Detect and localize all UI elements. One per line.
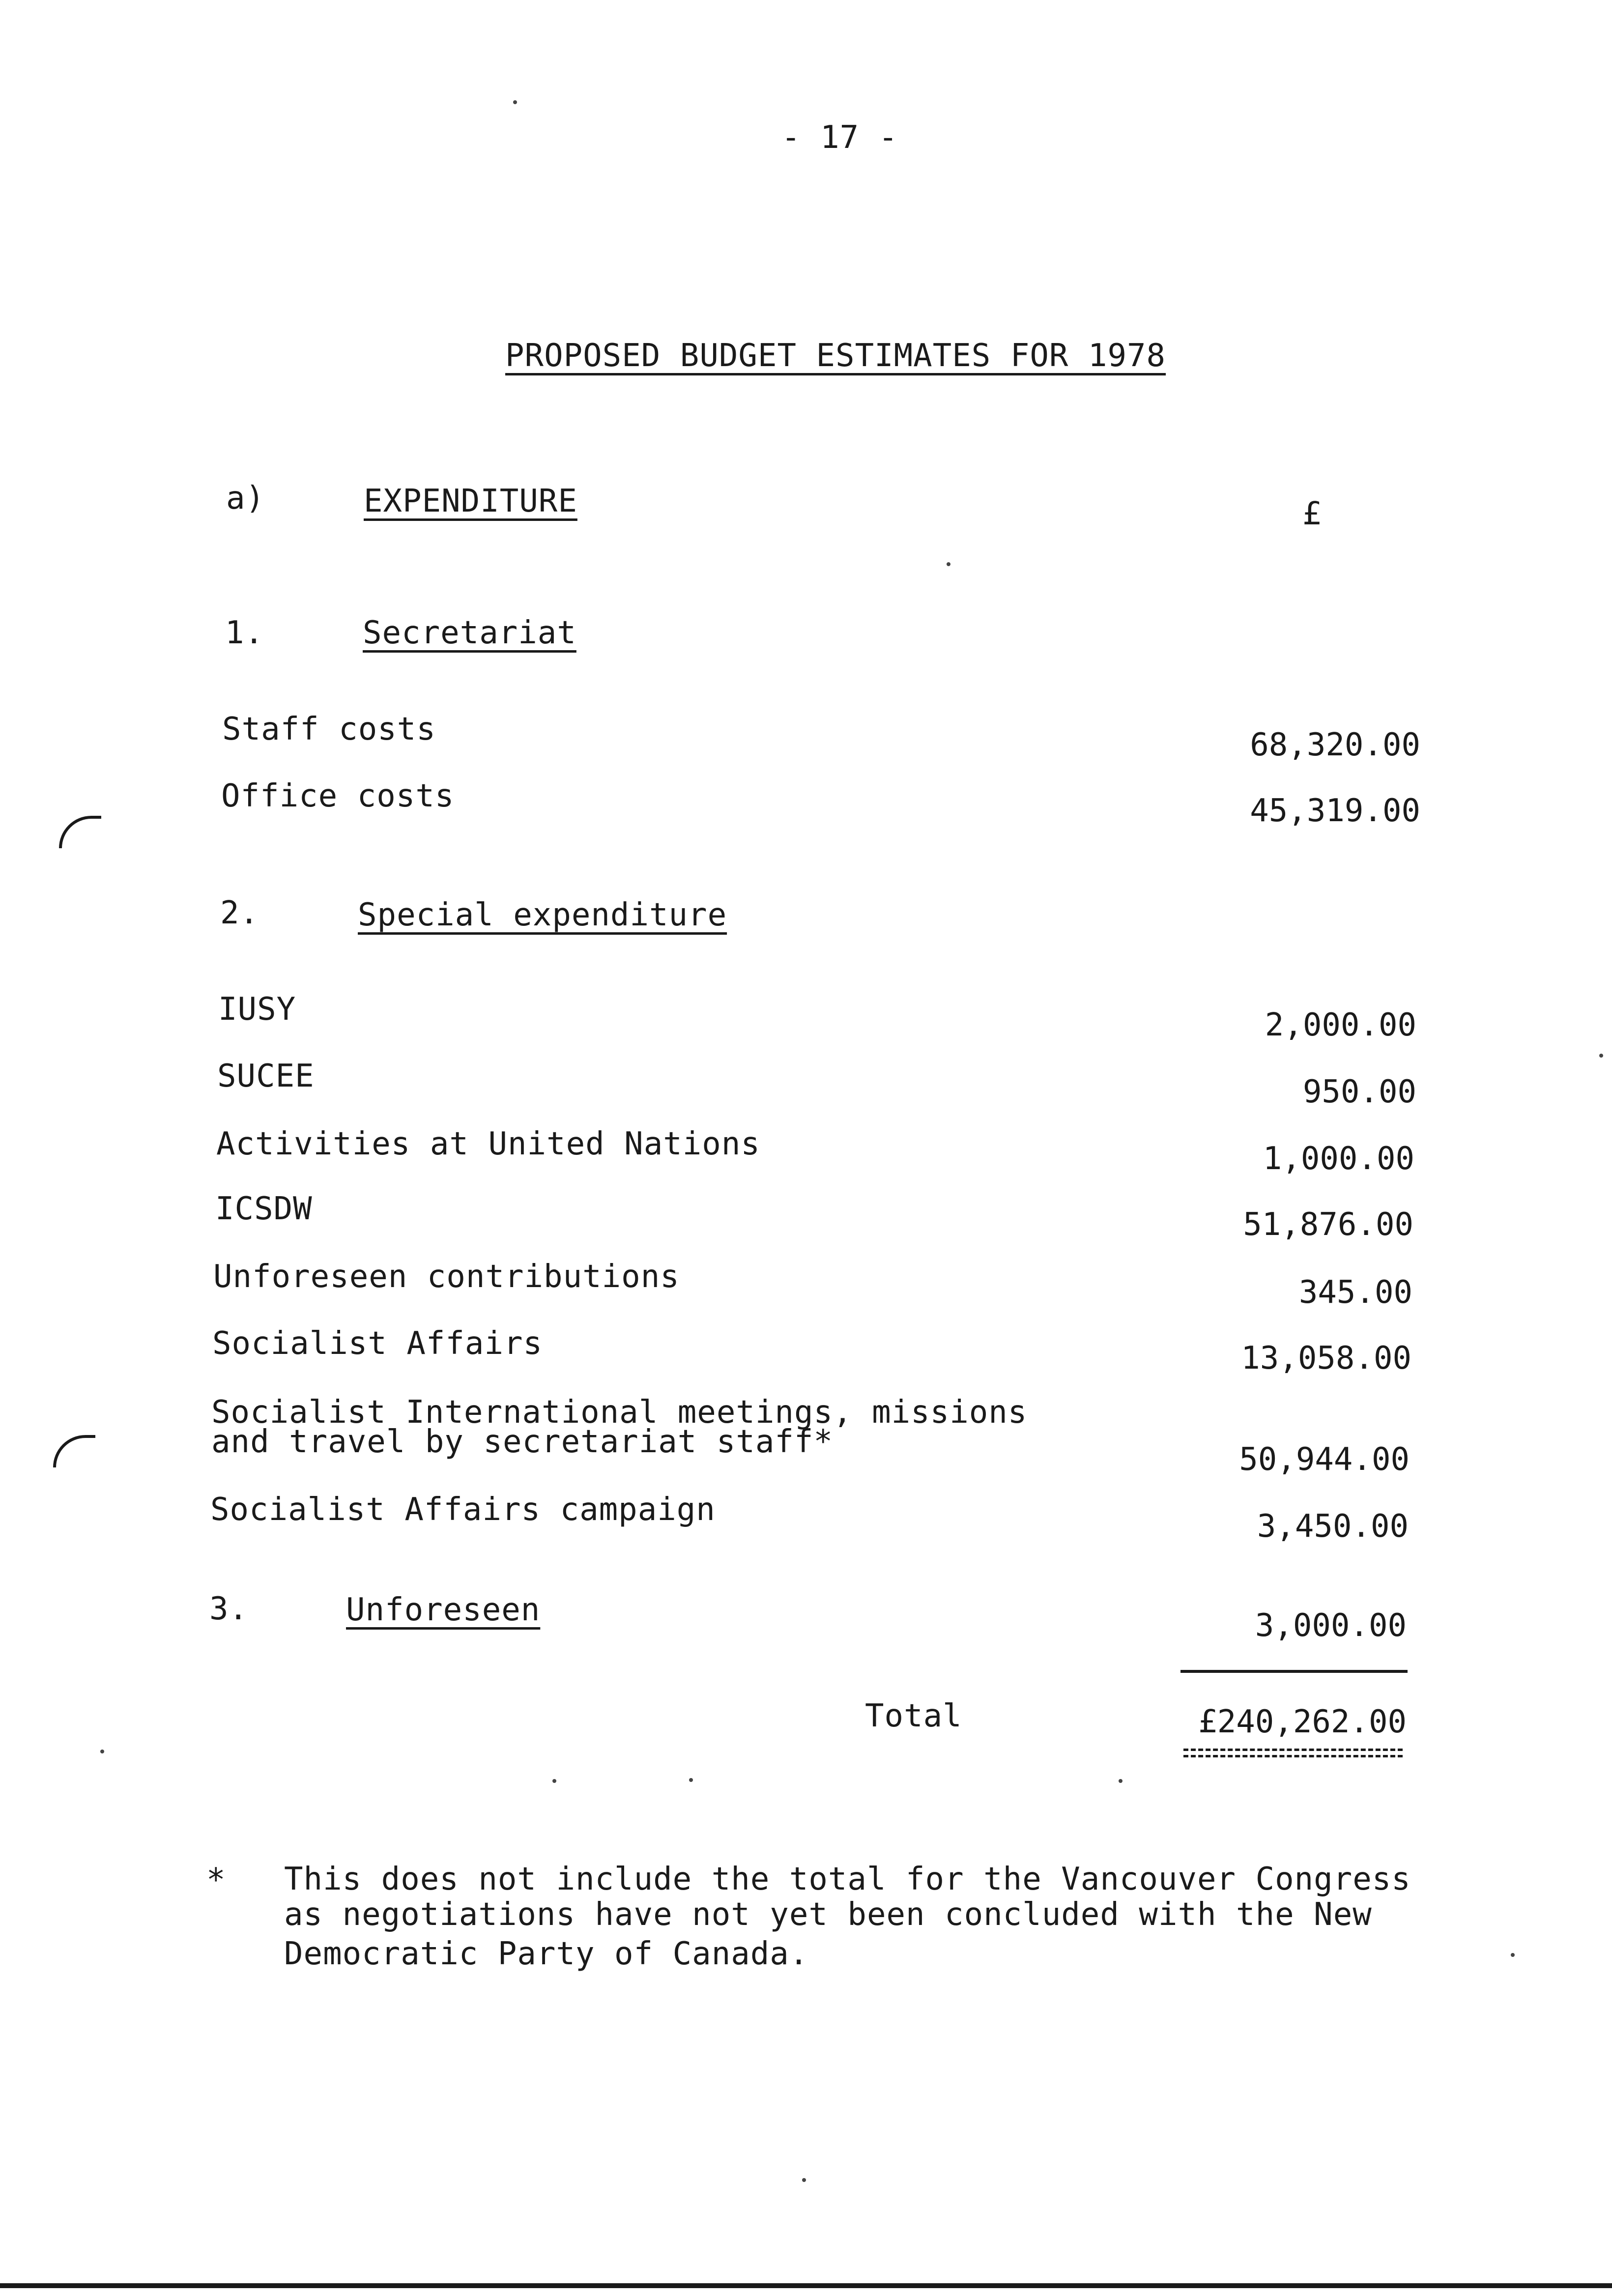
scan-speck (513, 100, 517, 104)
subtotal-rule (1180, 1670, 1408, 1673)
line-item-amount: 68,320.00 (1250, 727, 1420, 763)
scan-speck (1119, 1779, 1123, 1783)
line-item-label: ICSDW (215, 1191, 313, 1227)
scan-speck (947, 562, 950, 566)
scan-speck (802, 2178, 806, 2182)
line-item-amount: 3,450.00 (1257, 1508, 1409, 1545)
line-item-amount: 13,058.00 (1241, 1340, 1411, 1377)
scan-speck (100, 1750, 104, 1753)
line-item-label: Socialist Affairs campaign (210, 1492, 716, 1528)
total-label: Total (865, 1698, 962, 1734)
line-item-amount: 51,876.00 (1243, 1206, 1413, 1243)
line-item-amount: 45,319.00 (1250, 793, 1420, 829)
line-item-label: Socialist International meetings, missions (211, 1394, 1028, 1431)
line-item-label: Staff costs (222, 711, 436, 747)
currency-symbol: £ (1302, 496, 1322, 532)
page-number: - 17 - (781, 119, 898, 156)
group-heading: Unforeseen (346, 1592, 541, 1628)
line-item-amount: 2,000.00 (1265, 1007, 1416, 1043)
line-item-label: IUSY (218, 991, 296, 1028)
footnote-line: as negotiations have not yet been concluded with the New (284, 1896, 1372, 1933)
line-item-amount: 950.00 (1302, 1074, 1416, 1110)
footnote-line: This does not include the total for the Vancouver Congress (284, 1861, 1411, 1897)
total-amount: £240,262.00 (1198, 1704, 1407, 1740)
group-number: 2. (220, 895, 259, 931)
footnote-marker: * (206, 1862, 226, 1898)
line-item-amount: 345.00 (1298, 1274, 1412, 1311)
line-item-label: Unforeseen contributions (213, 1259, 680, 1295)
binding-hole-mark (59, 816, 101, 848)
scan-speck (1511, 1953, 1515, 1957)
group-heading: Special expenditure (358, 897, 727, 933)
group-number: 1. (225, 615, 264, 651)
footnote-line: Democratic Party of Canada. (284, 1936, 809, 1972)
scan-speck (552, 1779, 556, 1783)
line-item-label: Socialist Affairs (212, 1325, 543, 1362)
line-item-label: and travel by secretariat staff* (211, 1424, 833, 1460)
section-marker: a) (226, 480, 265, 517)
line-item-amount: 50,944.00 (1239, 1441, 1410, 1478)
scan-bottom-edge (0, 2283, 1612, 2288)
binding-hole-mark (53, 1435, 95, 1467)
line-item-amount: 1,000.00 (1263, 1141, 1414, 1177)
line-item-amount: 3,000.00 (1255, 1607, 1407, 1644)
group-heading: Secretariat (363, 615, 576, 651)
section-heading: EXPENDITURE (364, 483, 577, 519)
line-item-label: Activities at United Nations (216, 1126, 760, 1162)
line-item-label: SUCEE (217, 1058, 315, 1094)
scan-speck (1599, 1054, 1603, 1058)
scan-speck (689, 1778, 693, 1782)
document-title: PROPOSED BUDGET ESTIMATES FOR 1978 (505, 338, 1166, 374)
group-number: 3. (209, 1591, 249, 1627)
line-item-label: Office costs (221, 778, 455, 814)
total-double-rule (1183, 1749, 1403, 1757)
